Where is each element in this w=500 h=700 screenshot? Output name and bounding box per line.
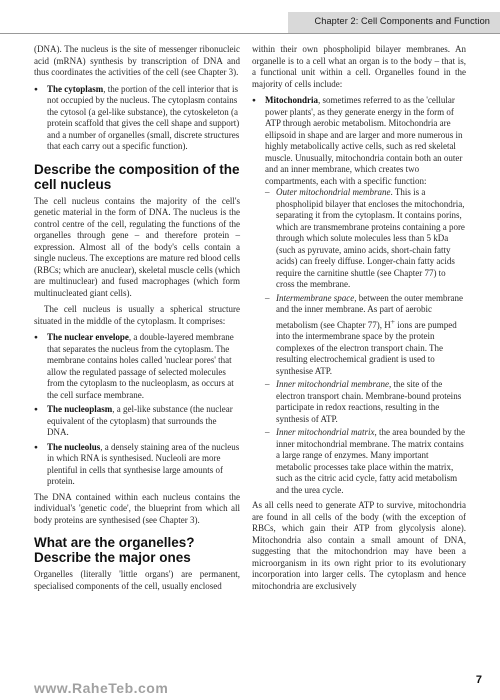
matrix-item — [265, 427, 466, 496]
cytoplasm-text: , the portion of the cell interior that is not occupied by the nucleus. The cytoplasm contains the cytosol (a gel-like substance), the cytoskeleton (a protein scaffold that gives the cell shape and support) and a number of organelles (small, discrete structures that each carry out a specific function). — [47, 83, 240, 151]
organelles-list — [252, 95, 466, 496]
nucleolus-bullet — [34, 442, 240, 488]
nucleolus-term: The nucleolus — [47, 441, 101, 452]
inner-membrane-term: Inner mitochondrial membrane — [276, 379, 389, 389]
outer-membrane-term: Outer mitochondrial membrane — [276, 187, 391, 197]
envelope-bullet — [34, 332, 240, 401]
continuation-paragraph: within their own phospholipid bilayer membranes. An organelle is to a cell what an organ is to the body – that is, a functional unit within a cell. Organelles found in the majority of cells include: — [252, 44, 466, 89]
nucleus-components-list — [34, 332, 240, 488]
mitochondria-term: Mitochondria — [265, 95, 318, 105]
chapter-title: Chapter 2: Cell Components and Function — [314, 16, 490, 26]
dna-paragraph: The DNA contained within each nucleus contains the individual's 'genetic code', the blueprint from which all body proteins are synthesised (see Chapter 3). — [34, 491, 240, 525]
matrix-text: , the area bounded by the inner mitochondrial membrane. The matrix contains a large range of enzymes. Many important metabolic processes take place within the matrix, such as the citric acid cycle, fatty acid metabolism and the urea cycle. — [276, 427, 465, 495]
watermark: www.RaheTeb.com — [34, 680, 169, 696]
page-number: 7 — [475, 674, 482, 686]
mitochondria-text: , sometimes referred to as the 'cellular power plants', as they generate energy in the form of ATP through aerobic metabolism. Mitochondria are ellipsoid in shape and are larger and more numerous in highly metabolically active cells, such as red skeletal muscle. Unusually, mitochondria contain both an outer and an inner membrane, which creates two compartments, each with a specific function: — [265, 95, 463, 186]
envelope-text: , a double-layered membrane that separates the nucleus from the cytoplasm. The membrane contains holes called 'nuclear pores' that allow the regulated passage of selected molecules from the cytoplasm to the nucleoplasm, as occurs at the cell surface membrane. — [47, 332, 234, 400]
cytoplasm-bullet — [34, 84, 240, 153]
outer-membrane-text: . This is a phospholipid bilayer that encloses the mitochondria, separating it from the cytoplasm. It contains porins, which are transmembrane proteins containing a pore through which solute molecules less than 5 kDa (such as pyruvate, amino acids, short-chain fatty acids) can freely diffuse. Longer-chain fatty acids require the carnitine shuttle (see Chapter 77) to cross the membrane. — [276, 187, 465, 289]
intermembrane-space-text-2: ions are pumped into the intermembrane space by the protein complexes of the electron transport chain. The resulting electrochemical gradient is used to synthesise ATP. — [276, 319, 457, 376]
nucleolus-text: , a densely staining area of the nucleus in which RNA is synthesised. Nucleoli are more plentiful in cells that synthesise large amounts of protein. — [47, 441, 240, 486]
intermembrane-space-term: Intermembrane space — [276, 292, 355, 303]
nucleus-paragraph-2: The cell nucleus is usually a spherical structure situated in the middle of the cytoplasm. It comprises: — [34, 304, 240, 326]
inner-membrane-item — [265, 379, 466, 425]
intermembrane-space-item — [265, 293, 466, 378]
heading-nucleus: Describe the composition of the cell nucleus — [34, 161, 240, 192]
intermembrane-space-text-1: , between the outer membrane and the inner membrane. As part of aerobic metabolism (see Chapter 77), H — [276, 292, 463, 330]
mitochondria-bullet — [252, 95, 466, 496]
organelles-paragraph: Organelles (literally 'little organs') are permanent, specialised components of the cell, usually enclosed — [34, 569, 240, 591]
nucleus-paragraph-1: The cell nucleus contains the majority of the cell's genetic material in the form of DNA. The nucleus is the control centre of the cell, regulating the functions of the organelles through gene – and therefore protein – expression. Almost all of the body's cells contain a single nucleus. The exceptions are mature red blood cells (RBCs; which are anuclear), skeletal muscle cells (which are multinuclear) and fused macrophages (which form multinucleated giant cells). — [34, 195, 241, 298]
closing-paragraph: As all cells need to generate ATP to survive, mitochondria are found in all cells of the body (with the exception of RBCs, which gain their ATP from glycolysis alone). Mitochondria also contain a small amount of DNA, suggesting that the mitochondrion may have been a microorganism in its own right prior to its evolutionary incorporation into larger cells. The cytoplasm and hence mitochondria are exclusively — [252, 500, 466, 591]
matrix-term: Inner mitochondrial matrix — [276, 427, 375, 437]
nucleoplasm-bullet — [34, 404, 240, 439]
nucleoplasm-term: The nucleoplasm — [47, 404, 113, 414]
left-column — [34, 44, 240, 597]
intro-paragraph: (DNA). The nucleus is the site of messenger ribonucleic acid (mRNA) synthesis by transcription of DNA and thus coordinates the activities of the cell (see Chapter 3). — [34, 44, 240, 77]
nucleoplasm-text: , a gel-like substance (the nuclear equivalent of the cytoplasm) that surrounds the DNA. — [47, 404, 233, 437]
mitochondria-parts-list — [265, 187, 466, 496]
heading-organelles: What are the organelles? Describe the major ones — [34, 535, 195, 565]
cytoplasm-term: The cytoplasm — [47, 83, 104, 94]
outer-membrane-item — [265, 187, 466, 291]
envelope-term: The nuclear envelope — [47, 332, 129, 342]
header-rule — [0, 33, 500, 34]
right-column — [252, 44, 466, 597]
hydrogen-ion-superscript: + — [390, 316, 395, 326]
cytoplasm-bullet-list — [34, 84, 240, 153]
page-header — [0, 0, 500, 34]
inner-membrane-text: , the site of the electron transport chain. Membrane-bound proteins participate in redox reactions, resulting in the synthesis of ATP. — [276, 379, 462, 424]
